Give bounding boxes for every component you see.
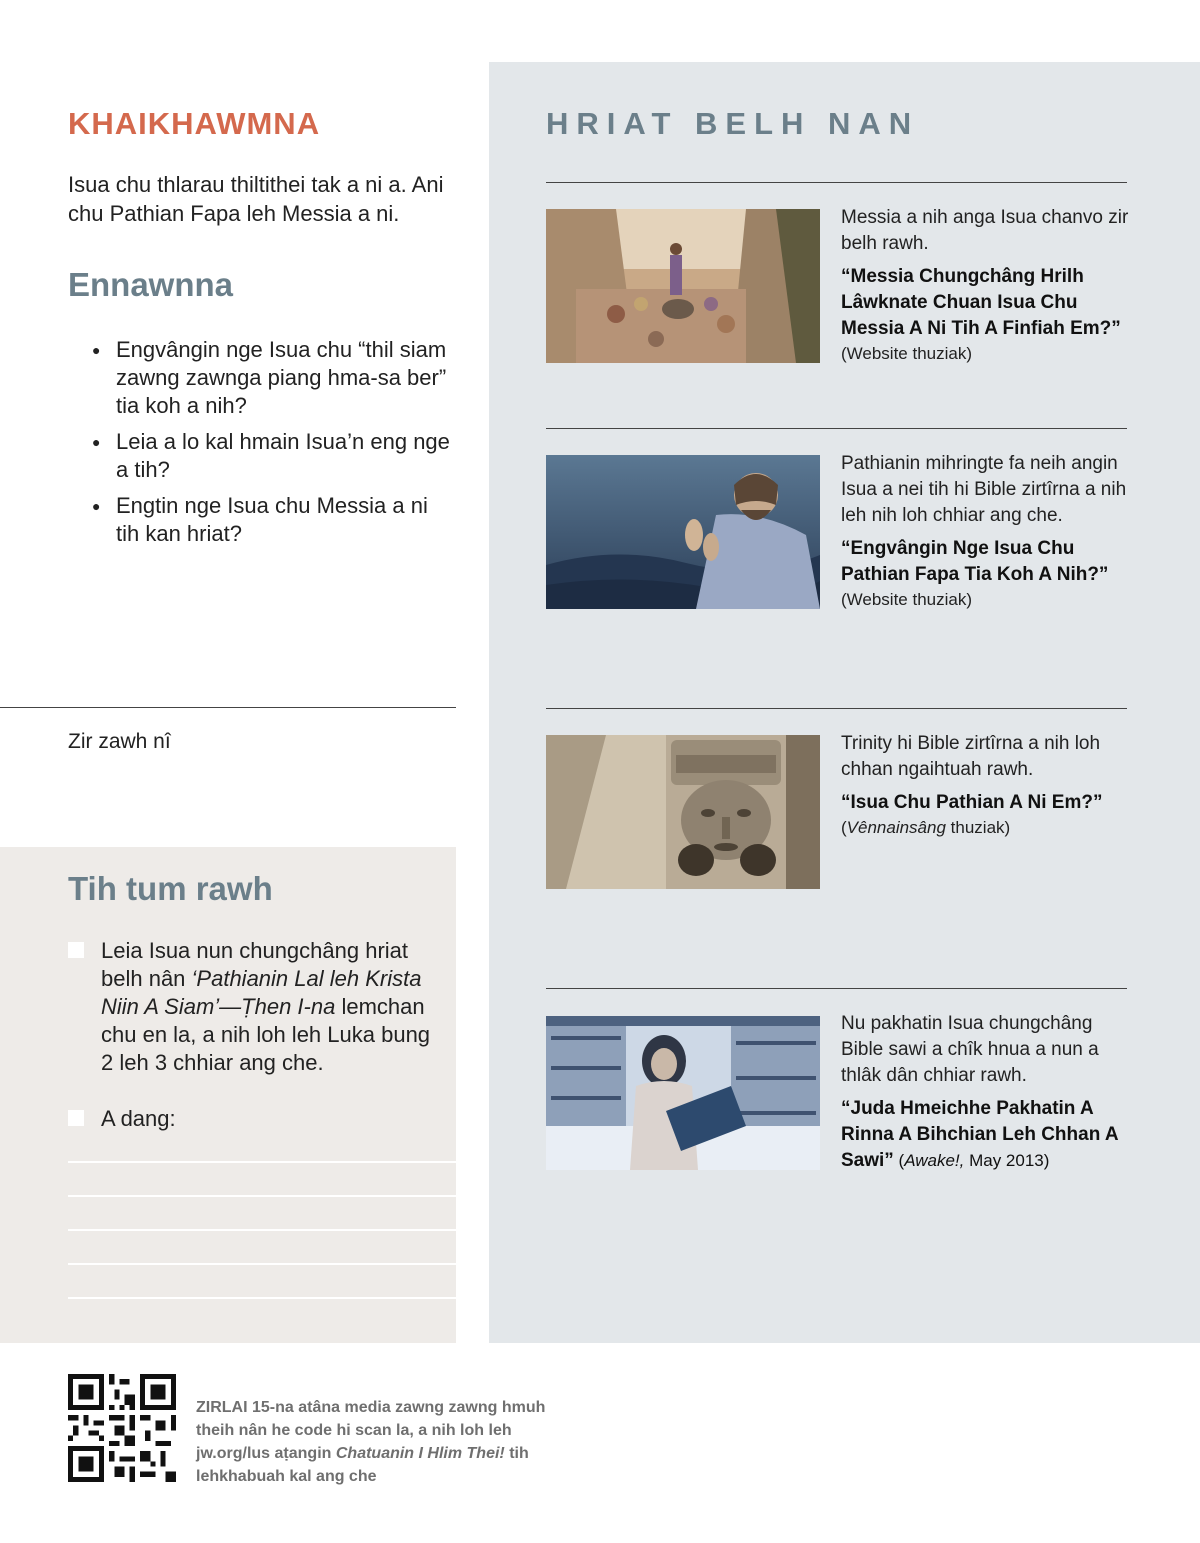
jesus-entering-jerusalem-image[interactable] [546, 209, 820, 363]
goal-text: A dang: [101, 1106, 176, 1131]
qr-code-icon[interactable] [68, 1374, 176, 1482]
review-question: ● Engvângin nge Isua chu “thil siam zawng zawnga piang hma-sa ber” tia koh a nih? [92, 336, 452, 420]
resource-source: (Vênnainsâng thuziak) [841, 818, 1011, 837]
checkbox[interactable] [68, 1110, 84, 1126]
review-heading: Ennawnna [68, 266, 234, 303]
review-question: ● Engtin nge Isua chu Messia a ni tih kan hriat? [92, 492, 452, 548]
goal-item [68, 937, 448, 1077]
footer-text: ZIRLAI 15-na atâna media zawng zawng hmuh theih nân he code hi scan la, a nih loh leh jw.org/lus aṭangin Chatuanin I Hlim Thei! tih lehkhabuah kal ang che [196, 1399, 546, 1485]
completion-date-label: Zir zawh nî [68, 730, 171, 753]
write-line[interactable] [68, 1263, 456, 1265]
goals-panel [0, 847, 456, 1343]
resource-description: Trinity hi Bible zirtîrna a nih loh chhan ngaihtuah rawh. [841, 733, 1101, 780]
resource-item [841, 1011, 1131, 1174]
resource-title[interactable]: “Juda Hmeichhe Pakhatin A Rinna A Bihchian Leh Chhan A Sawi” (Awake!, May 2013) [841, 1098, 1118, 1171]
resource-description: Pathianin mihringte fa neih angin Isua a nei tih hi Bible zirtîrna a nih leh nih loh chhiar ang che. [841, 453, 1127, 526]
resource-item [841, 205, 1131, 366]
write-line[interactable] [68, 1161, 456, 1163]
resource-title[interactable]: “Engvângin Nge Isua Chu Pathian Fapa Tia Koh A Nih?” [841, 538, 1109, 585]
write-line[interactable] [68, 1297, 456, 1299]
divider [546, 988, 1127, 989]
review-questions [92, 336, 452, 556]
summary-text: Isua chu thlarau thiltithei tak a ni a. Ani chu Pathian Fapa leh Messia a ni. [68, 172, 444, 226]
woman-reading-image[interactable] [546, 1016, 820, 1170]
divider [546, 182, 1127, 183]
further-reading-heading: HRIAT BELH NAN [546, 106, 920, 141]
resource-description: Messia a nih anga Isua chanvo zir belh rawh. [841, 207, 1129, 254]
review-question: ● Leia a lo kal hmain Isua’n eng nge a tih? [92, 428, 452, 484]
resource-item [841, 731, 1131, 840]
write-line[interactable] [68, 1195, 456, 1197]
goals-heading: Tih tum rawh [68, 870, 273, 907]
resource-source: (Website thuziak) [841, 590, 973, 609]
goal-text: Leia Isua nun chungchâng hriat belh nân ‘Pathianin Lal leh Krista Niin A Siam’—Ṭhen I-na lemchan chu en la, a nih loh leh Luka bung 2 leh 3 chhiar ang che. [101, 938, 431, 1075]
resource-description: Nu pakhatin Isua chungchâng Bible sawi a chîk hnua a nun a thlâk dân chhiar rawh. [841, 1013, 1099, 1086]
divider [546, 708, 1127, 709]
resource-title[interactable]: “Messia Chungchâng Hrilh Lâwknate Chuan Isua Chu Messia A Ni Tih A Finfiah Em?” [841, 266, 1121, 339]
divider [546, 428, 1127, 429]
goal-item-other [68, 1105, 448, 1133]
resource-title[interactable]: “Isua Chu Pathian A Ni Em?” [841, 792, 1103, 813]
checkbox[interactable] [68, 942, 84, 958]
divider [0, 707, 456, 708]
resource-source: (Website thuziak) [841, 344, 973, 363]
jesus-praying-image[interactable] [546, 455, 820, 609]
resource-source: (Awake!, May 2013) [893, 1151, 1050, 1170]
summary-heading: KHAIKHAWMNA [68, 106, 321, 141]
write-line[interactable] [68, 1229, 456, 1231]
resource-item [841, 451, 1131, 612]
three-faced-carving-image[interactable] [546, 735, 820, 889]
